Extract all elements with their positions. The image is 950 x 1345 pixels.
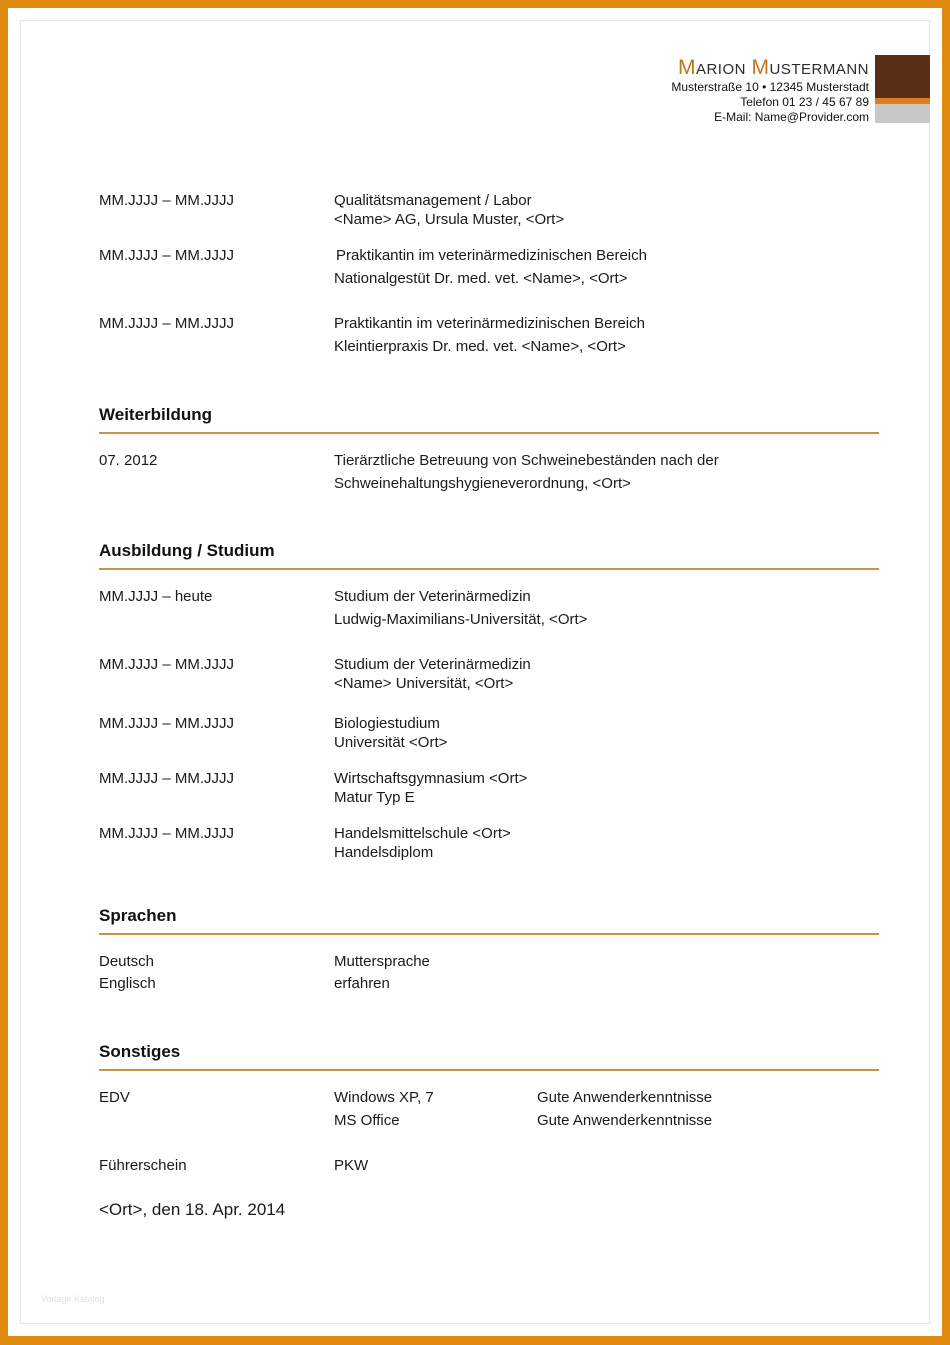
education-line1: Studium der Veterinärmedizin	[334, 656, 531, 673]
education-date: MM.JJJJ – MM.JJJJ	[99, 825, 234, 842]
resume-page	[8, 8, 942, 1336]
license-value: PKW	[334, 1157, 369, 1174]
training-date: 07. 2012	[99, 452, 158, 469]
grey-block	[875, 104, 930, 123]
language-level: erfahren	[334, 975, 390, 992]
education-date: MM.JJJJ – MM.JJJJ	[99, 656, 234, 673]
education-line2: <Name> Universität, <Ort>	[334, 675, 514, 692]
education-line2: Ludwig-Maximilians-Universität, <Ort>	[334, 611, 588, 628]
training-line1: Tierärztliche Betreuung von Schweinebeständen nach der	[334, 452, 719, 469]
email-line: E-Mail: Name@Provider.com	[714, 110, 869, 124]
watermark: Vorlage Katalog	[41, 1294, 105, 1304]
experience-line2: Nationalgestüt Dr. med. vet. <Name>, <Ort>	[334, 270, 628, 287]
experience-line1: Qualitätsmanagement / Labor	[334, 192, 532, 209]
experience-line1: Praktikantin im veterinärmedizinischen Bereich	[334, 315, 645, 332]
education-date: MM.JJJJ – MM.JJJJ	[99, 770, 234, 787]
education-line1: Handelsmittelschule <Ort>	[334, 825, 511, 842]
license-label: Führerschein	[99, 1157, 187, 1174]
education-line1: Studium der Veterinärmedizin	[334, 588, 531, 605]
training-line2: Schweinehaltungshygieneverordnung, <Ort>	[334, 475, 631, 492]
section-title-sprachen: Sprachen	[99, 906, 879, 935]
education-line2: Handelsdiplom	[334, 844, 434, 861]
experience-line2: <Name> AG, Ursula Muster, <Ort>	[334, 211, 565, 228]
resume-header	[671, 58, 869, 125]
language-name: Englisch	[99, 975, 156, 992]
language-level: Muttersprache	[334, 953, 430, 970]
language-name: Deutsch	[99, 953, 155, 970]
experience-line1: Praktikantin im veterinärmedizinischen Bereich	[336, 247, 647, 264]
education-date: MM.JJJJ – heute	[99, 588, 213, 605]
experience-date: MM.JJJJ – MM.JJJJ	[99, 247, 234, 264]
color-blocks	[875, 55, 930, 123]
edv-label: EDV	[99, 1089, 130, 1106]
section-title-ausbildung: Ausbildung / Studium	[99, 541, 879, 570]
edv-item: MS Office	[334, 1112, 400, 1129]
section-title-sonstiges: Sonstiges	[99, 1042, 879, 1071]
education-line1: Wirtschaftsgymnasium <Ort>	[334, 770, 528, 787]
education-line2: Matur Typ E	[334, 789, 415, 806]
phone-line: Telefon 01 23 / 45 67 89	[740, 95, 869, 109]
education-line2: Universität <Ort>	[334, 734, 448, 751]
address-line: Musterstraße 10 • 12345 Musterstadt	[671, 80, 869, 94]
applicant-name: MARION MUSTERMANN	[677, 56, 869, 79]
place-date: <Ort>, den 18. Apr. 2014	[99, 1200, 286, 1219]
experience-line2: Kleintierpraxis Dr. med. vet. <Name>, <Ort>	[334, 338, 626, 355]
experience-date: MM.JJJJ – MM.JJJJ	[99, 192, 234, 209]
section-title-weiterbildung: Weiterbildung	[99, 405, 879, 434]
edv-item: Windows XP, 7	[334, 1089, 434, 1106]
education-date: MM.JJJJ – MM.JJJJ	[99, 715, 234, 732]
brown-block	[875, 55, 930, 98]
education-line1: Biologiestudium	[334, 715, 440, 732]
edv-level: Gute Anwenderkenntnisse	[537, 1089, 713, 1106]
edv-level: Gute Anwenderkenntnisse	[537, 1112, 713, 1129]
experience-date: MM.JJJJ – MM.JJJJ	[99, 315, 234, 332]
